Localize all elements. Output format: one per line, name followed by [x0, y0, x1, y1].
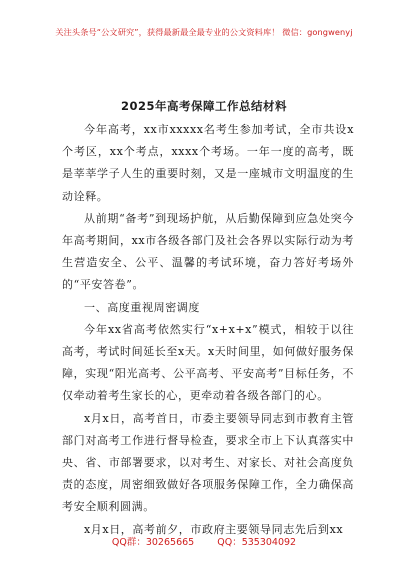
document-title: 2025年高考保障工作总结材料: [120, 99, 287, 113]
header-banner: 关注头条号“公文研究”，获得最新最全最专业的公文资料库！ 微信：gongwenyj: [55, 27, 353, 37]
paragraph: 今年xx省高考依然实行“x+x+x”模式，相较于以往高考，考试时间延长至x天。x天时间里，如何做好服务保障，实现“阳光高考、公平高考、平安高考”目标任务，不仅牵动着考生家长的心，更牵动着各级各部门的心。: [62, 322, 355, 403]
paragraph: 今年高考，xx市xxxxx名考生参加考试，全市共设x个考区，xx个考点，xxxx个考场。一年一度的高考，既是莘莘学子人生的重要时刻，又是一座城市文明温度的生动诠释。: [62, 123, 354, 203]
footer-contact: [0, 534, 408, 548]
footer-qq-group: QQ群：30265665: [111, 537, 195, 548]
paragraph: x月x日，高考首日，市委主要领导同志到市教育主管部门对高考工作进行督导检查，要求全市上下认真落实中央、省、市部署要求，以对考生、对家长、对社会高度负责的态度，周密细致做好各项服务保障工作，全力确保高考安全顺利圆满。: [62, 411, 354, 514]
document-body: [62, 119, 354, 541]
paragraph: x月x日，高考前夕，市政府主要领导同志先后到xx: [84, 522, 344, 536]
footer-qq: QQ：535304092: [217, 537, 297, 548]
section-heading: 一、高度重视周密调度: [84, 300, 200, 314]
paragraph: 从前期“备考”到现场护航，从后勤保障到应急处突今年高考期间，xx市各级各部门及社会各界以实际行动为考生营造安全、公平、温馨的考试环境，奋力答好考场外的“平安答卷”。: [62, 211, 355, 292]
